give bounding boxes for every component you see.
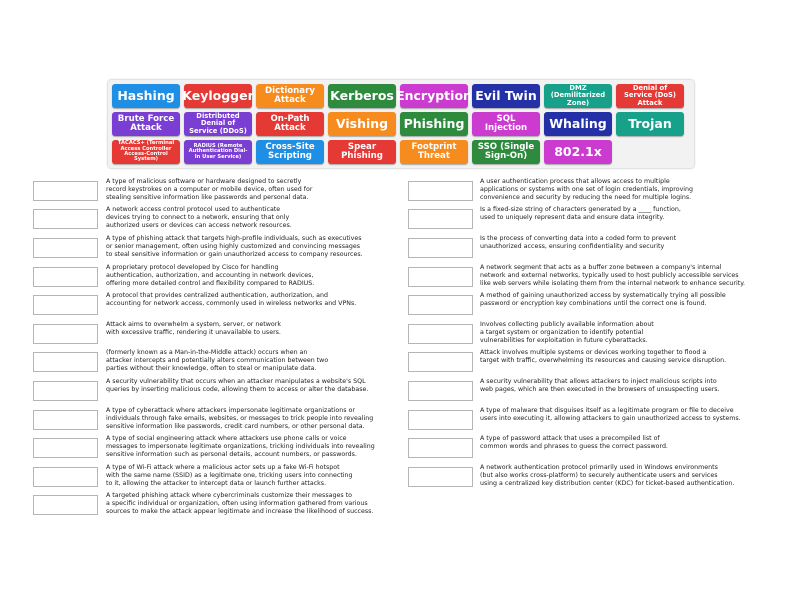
- tile-trojan[interactable]: Trojan: [616, 112, 684, 136]
- clue-text-left: (formerly known as a Man-in-the-Middle attack) occurs when an attacker intercepts and potentially alters communication between two parties without their knowledge, often to steal or manipulate data.: [106, 349, 329, 373]
- clue-text-left: A targeted phishing attack where cybercriminals customize their messages to a specific individual or organization, often using information gathered from various sources to make the attack appear legitimate and increase the likelihood of success.: [106, 492, 374, 516]
- clue-text-left: A network access control protocol used to authenticate devices trying to connect to a network, ensuring that only authorized users or devices can access network resources.: [106, 206, 292, 230]
- clue-text-left: A proprietary protocol developed by Cisco for handling authentication, authorization, and accounting in network devices, offering more detailed control and flexibility compared to RADIUS.: [106, 264, 315, 288]
- clue-text-right: A user authentication process that allows access to multiple applications or systems with one set of login credentials, improving convenience and security by reducing the need for multiple logins.: [480, 178, 694, 202]
- answer-slot-right[interactable]: [408, 209, 473, 229]
- clue-text-right: A type of malware that disguises itself as a legitimate program or file to deceive users into executing it, allowing attackers to gain unauthorized access to systems.: [480, 407, 741, 423]
- tile-tacacs-terminal-access-controller-access-control-system[interactable]: TACACS+ (Terminal Access Controller Access-Control System): [112, 140, 180, 164]
- answer-slot-left[interactable]: [33, 267, 98, 287]
- tile-802-1x[interactable]: 802.1x: [544, 140, 612, 164]
- tile-evil-twin[interactable]: Evil Twin: [472, 84, 540, 108]
- answer-slot-right[interactable]: [408, 267, 473, 287]
- clue-text-right: A network segment that acts as a buffer zone between a company's internal network and external networks, typically used to host publicly accessible services like web servers while isolating them from the internal network to enhance security.: [480, 264, 746, 288]
- tile-phishing[interactable]: Phishing: [400, 112, 468, 136]
- clue-text-left: A type of malicious software or hardware designed to secretly record keystrokes on a computer or mobile device, often used for stealing sensitive information like passwords and personal data.: [106, 178, 313, 202]
- answer-slot-left[interactable]: [33, 438, 98, 458]
- tile-spear-phishing[interactable]: Spear Phishing: [328, 140, 396, 164]
- tile-hashing[interactable]: Hashing: [112, 84, 180, 108]
- tile-vishing[interactable]: Vishing: [328, 112, 396, 136]
- answer-slot-right[interactable]: [408, 295, 473, 315]
- clue-text-left: A type of cyberattack where attackers impersonate legitimate organizations or individuals through fake emails, websites, or messages to trick people into revealing sensitive information like passwords, credit card numbers, or other personal data.: [106, 407, 374, 431]
- tile-denial-of-service-dos-attack[interactable]: Denial of Service (DoS) Attack: [616, 84, 684, 108]
- tile-on-path-attack[interactable]: On-Path Attack: [256, 112, 324, 136]
- answer-slot-right[interactable]: [408, 352, 473, 372]
- answer-slot-right[interactable]: [408, 438, 473, 458]
- tile-cross-site-scripting[interactable]: Cross-Site Scripting: [256, 140, 324, 164]
- answer-slot-left[interactable]: [33, 209, 98, 229]
- answer-slot-left[interactable]: [33, 467, 98, 487]
- tile-distributed-denial-of-service-ddos[interactable]: Distributed Denial of Service (DDoS): [184, 112, 252, 136]
- tile-radius-remote-authentication-dial-in-user-service[interactable]: RADIUS (Remote Authentication Dial-In User Service): [184, 140, 252, 164]
- clue-text-left: A type of Wi-Fi attack where a malicious actor sets up a fake Wi-Fi hotspot with the same name (SSID) as a legitimate one, tricking users into connecting to it, allowing the attacker to intercept data or launch further attacks.: [106, 464, 353, 488]
- answer-slot-right[interactable]: [408, 410, 473, 430]
- answer-slot-left[interactable]: [33, 495, 98, 515]
- clue-text-right: A method of gaining unauthorized access by systematically trying all possible password or encryption key combinations until the correct one is found.: [480, 292, 726, 308]
- tile-brute-force-attack[interactable]: Brute Force Attack: [112, 112, 180, 136]
- clue-text-right: Attack involves multiple systems or devices working together to flood a target with traffic, overwhelming its resources and causing service disruption.: [480, 349, 727, 365]
- tile-dictionary-attack[interactable]: Dictionary Attack: [256, 84, 324, 108]
- answer-slot-left[interactable]: [33, 352, 98, 372]
- clue-text-left: A protocol that provides centralized authentication, authorization, and accounting for network access, commonly used in wireless networks and VPNs.: [106, 292, 357, 308]
- clue-text-right: A type of password attack that uses a precompiled list of common words and phrases to guess the correct password.: [480, 435, 668, 451]
- clue-text-right: Is the process of converting data into a coded form to prevent unauthorized access, ensuring confidentiality and security: [480, 235, 677, 251]
- tile-kerberos[interactable]: Kerberos: [328, 84, 396, 108]
- tile-whaling[interactable]: Whaling: [544, 112, 612, 136]
- clue-text-right: A network authentication protocol primarily used in Windows environments (but also works cross-platform) to securely authenticate users and services using a centralized key distribution center (KDC) for ticket-based authentication.: [480, 464, 735, 488]
- clue-text-left: A type of phishing attack that targets high-profile individuals, such as executives or senior management, often using highly customized and convincing messages to steal sensitive information or gain unauthorized access to company resources.: [106, 235, 363, 259]
- clue-text-right: A security vulnerability that allows attackers to inject malicious scripts into web pages, which are then executed in the browsers of unsuspecting users.: [480, 378, 720, 394]
- tile-dmz-demilitarized-zone[interactable]: DMZ (Demilitarized Zone): [544, 84, 612, 108]
- answer-slot-right[interactable]: [408, 181, 473, 201]
- clue-text-left: A type of social engineering attack where attackers use phone calls or voice messages to impersonate legitimate organizations, tricking individuals into revealing sensitive information such as personal details, account numbers, or passwords.: [106, 435, 375, 459]
- answer-slot-right[interactable]: [408, 381, 473, 401]
- answer-slot-right[interactable]: [408, 238, 473, 258]
- answer-slot-left[interactable]: [33, 238, 98, 258]
- word-bank: [108, 80, 694, 168]
- tile-footprint-threat[interactable]: Footprint Threat: [400, 140, 468, 164]
- tile-sql-injection[interactable]: SQL Injection: [472, 112, 540, 136]
- answer-slot-left[interactable]: [33, 381, 98, 401]
- answer-slot-right[interactable]: [408, 467, 473, 487]
- clue-text-left: Attack aims to overwhelm a system, server, or network with excessive traffic, rendering it unavailable to users.: [106, 321, 281, 337]
- answer-slot-left[interactable]: [33, 181, 98, 201]
- tile-encryption[interactable]: Encryption: [400, 84, 468, 108]
- clue-text-right: Is a fixed-size string of characters generated by a ____ function, used to uniquely represent data and ensure data integrity.: [480, 206, 681, 222]
- clue-text-left: A security vulnerability that occurs when an attacker manipulates a website's SQL queries by inserting malicious code, allowing them to access or alter the database.: [106, 378, 369, 394]
- tile-sso-single-sign-on[interactable]: SSO (Single Sign-On): [472, 140, 540, 164]
- answer-slot-left[interactable]: [33, 295, 98, 315]
- answer-slot-left[interactable]: [33, 410, 98, 430]
- answer-slot-left[interactable]: [33, 324, 98, 344]
- answer-slot-right[interactable]: [408, 324, 473, 344]
- clue-text-right: Involves collecting publicly available information about a target system or organization to identify potential vulnerabilities for exploitation in future cyberattacks.: [480, 321, 654, 345]
- tile-keylogger[interactable]: Keylogger: [184, 84, 252, 108]
